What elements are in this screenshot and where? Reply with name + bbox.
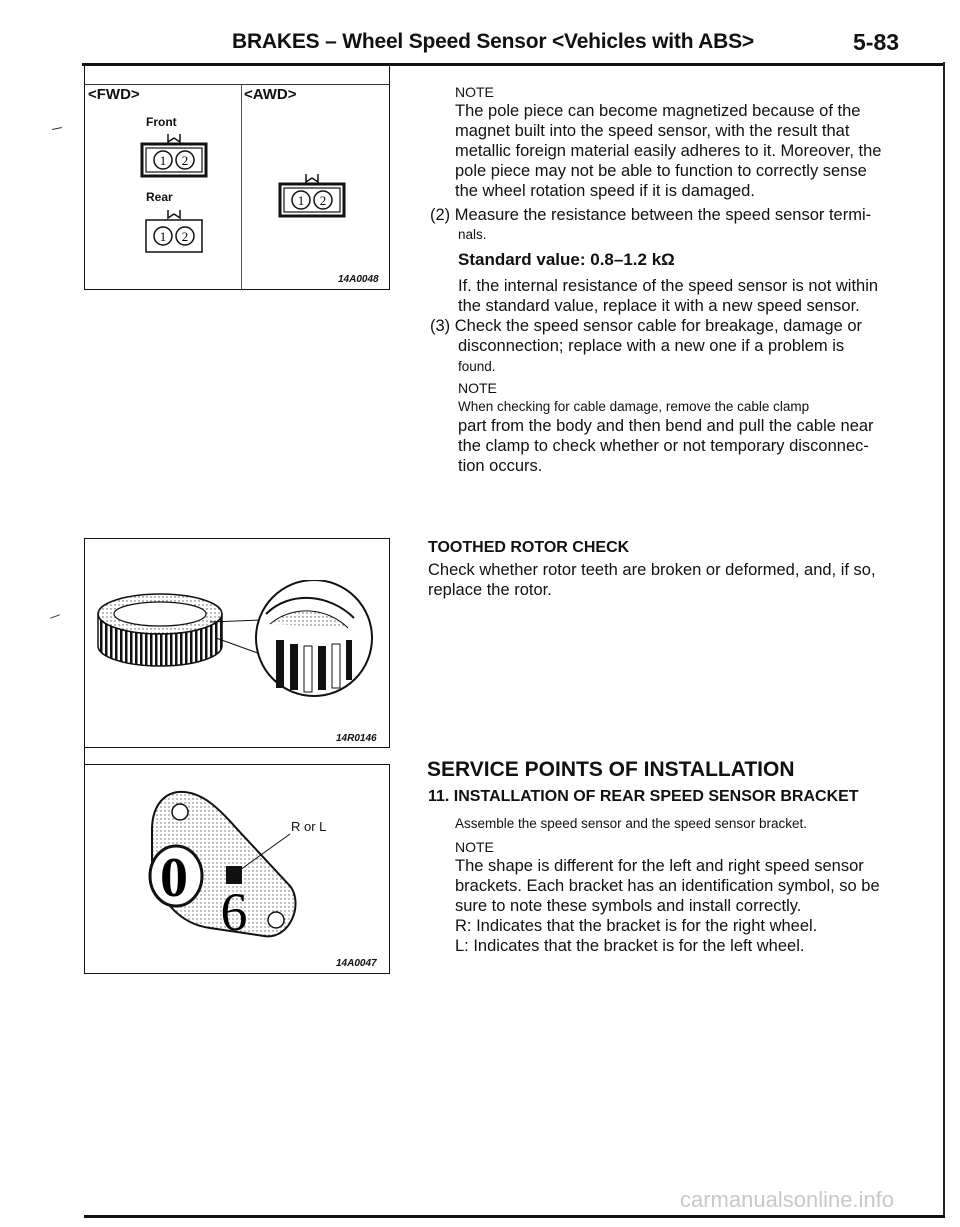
svg-text:1: 1	[159, 229, 167, 244]
sensor-bracket-icon	[140, 790, 320, 950]
figure-code: 14A0047	[336, 958, 377, 969]
note-line: the clamp to check whether or not temporary disconnec-	[458, 437, 869, 455]
figure-code: 14R0146	[336, 733, 377, 744]
svg-text:2: 2	[319, 193, 327, 208]
body-line: If. the internal resistance of the speed sensor is not within	[458, 277, 879, 295]
note-line: sure to note these symbols and install correctly.	[455, 897, 802, 915]
awd-connector-icon	[276, 170, 348, 220]
margin-mark	[50, 614, 60, 618]
step-line: (3) Check the speed sensor cable for breakage, damage or	[430, 317, 862, 335]
rear-label: Rear	[146, 190, 173, 204]
body-line: replace the rotor.	[428, 581, 552, 599]
pin-label: 2	[181, 153, 189, 168]
fwd-label: <FWD>	[88, 86, 140, 103]
svg-text:2: 2	[181, 229, 189, 244]
body-line: Check whether rotor teeth are broken or deformed, and, if so,	[428, 561, 876, 579]
body-line: Assemble the speed sensor and the speed sensor bracket.	[455, 816, 807, 831]
note-line: The pole piece can become magnetized because of the	[455, 102, 861, 120]
front-connector-icon	[138, 130, 210, 180]
standard-value: Standard value: 0.8–1.2 kΩ	[458, 250, 675, 269]
sub-heading: 11. INSTALLATION OF REAR SPEED SENSOR BRACKET	[428, 788, 859, 805]
step-line: nals.	[458, 227, 487, 242]
page-title: BRAKES – Wheel Speed Sensor <Vehicles with ABS>	[232, 30, 754, 53]
pin-label: 1	[159, 153, 167, 168]
step-line: disconnection; replace with a new one if a problem is	[458, 337, 845, 355]
step-line: (2) Measure the resistance between the speed sensor termi-	[430, 206, 872, 224]
connector-figure-divider	[241, 84, 242, 290]
toothed-rotor-icon	[90, 580, 385, 720]
rear-connector-icon	[138, 208, 210, 256]
note-line: part from the body and then bend and pull the cable near	[458, 417, 874, 435]
note-line: L: Indicates that the bracket is for the left wheel.	[455, 937, 805, 955]
note-label: NOTE	[455, 84, 494, 100]
note-line: R: Indicates that the bracket is for the right wheel.	[455, 917, 818, 935]
note-line: tion occurs.	[458, 457, 543, 475]
section-heading: SERVICE POINTS OF INSTALLATION	[427, 758, 795, 781]
awd-label: <AWD>	[244, 86, 297, 103]
footer-rule	[84, 1215, 945, 1218]
page-number: 5-83	[853, 29, 900, 55]
note-line: pole piece may not be able to function to correctly sense	[455, 162, 867, 180]
bracket-mark-label: R or L	[291, 819, 327, 834]
margin-mark	[52, 127, 62, 130]
figure-code: 14A0048	[338, 274, 379, 285]
body-line: the standard value, replace it with a new speed sensor.	[458, 297, 860, 315]
svg-text:0: 0	[160, 847, 188, 909]
note-line: brackets. Each bracket has an identification symbol, so be	[455, 877, 880, 895]
note-line: metallic foreign material easily adheres to it. Moreover, the	[455, 142, 882, 160]
figure-separator	[84, 748, 390, 764]
note-line: the wheel rotation speed if it is damaged.	[455, 182, 755, 200]
note-line: When checking for cable damage, remove the cable clamp	[458, 399, 810, 414]
svg-text:6: 6	[220, 882, 248, 942]
step-line: found.	[458, 359, 496, 374]
right-margin-rule	[943, 62, 945, 1217]
watermark: carmanualsonline.info	[680, 1187, 895, 1212]
note-line: The shape is different for the left and right speed sensor	[455, 857, 864, 875]
note-label: NOTE	[458, 380, 497, 396]
front-label: Front	[146, 115, 177, 129]
note-line: magnet built into the speed sensor, with the result that	[455, 122, 850, 140]
section-heading: TOOTHED ROTOR CHECK	[428, 539, 630, 556]
note-label: NOTE	[455, 839, 494, 855]
svg-text:1: 1	[297, 193, 305, 208]
connector-figure-header-rule	[84, 84, 390, 85]
